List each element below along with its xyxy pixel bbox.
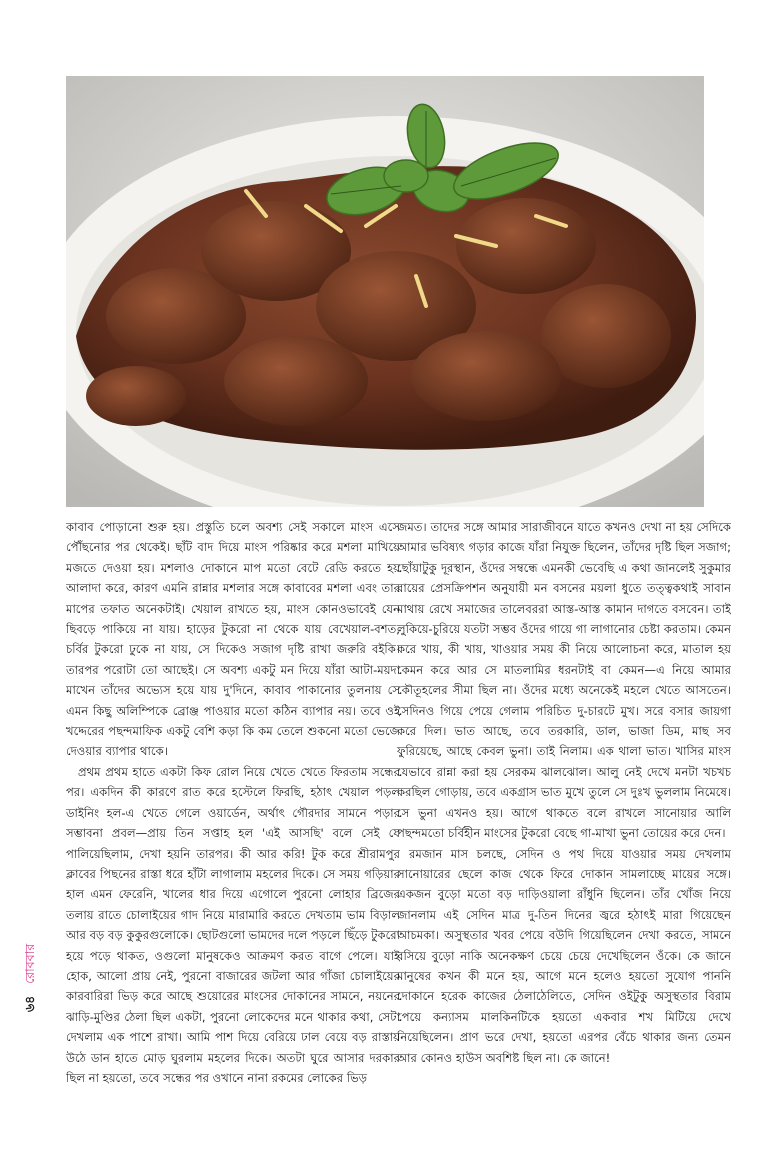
magazine-name: রোববার xyxy=(22,943,37,984)
page-folio xyxy=(22,902,40,1012)
article-column-left xyxy=(66,517,400,1097)
food-photo xyxy=(66,76,704,507)
article-column-right xyxy=(397,517,731,1097)
article-paragraph: প্রথম প্রথম হাতে একটা কিফ রোল নিয়ে খেতে খেতে ফিরতাম সন্ধের পর। একদিন কী কারণে রাত করে হস্টেলে ফিরছি, হঠাৎ খেয়াল পড়ল ডাইনিং হল-এ খেতে গেলে ওয়ার্ডেন, অর্থাৎ গৌরদার সামনে পড়ার সম্ভাবনা প্রবল—প্রায় তিন সপ্তাহ হল 'এই আসছি' বলে সেই যে পালিয়েছিলাম, দেখা হয়নি তারপর। কী আর করি! টুক করে শ্রীরামপুর ক্লাবের পিছনের রাস্তা ধরে হাঁটা লাগালাম মহলের দিকে। সে সময় গড়িয়ার হাল এমন ফেরেনি, খালের ধার দিয়ে এগোলে পুরনো লোহার ব্রিজের তলায় রাতে চোলাইয়ের গাদ নিয়ে মারামারি করতে দেখতাম ভাম বিড়াল আর বড় বড় কুকুরগুলোকে। ছোটগুলো ভামদের দলে পড়লে ছিঁড়ে টুকরো হয়ে পড়ে থাকত, ওগুলো মানুষকেও আক্রমণ করত বাগে পেলে। যাই হোক, আলো প্রায় নেই, পুরনো বাজারের জটলা আর গাঁজা চোলাইয়ের কারবারিরা ভিড় করে আছে শুয়োরের মাংসের দোকানের সামনে, নয়নের ঝাড়ি-মুণ্ডির ঠেলা ছিল একটা, পুরনো লোকেদের মনে থাকার কথা, সেটা দেখলাম এক পাশে রাখা। আমি পাশ দিয়ে বেরিয়ে ঢাল বেয়ে বড় রাস্তায় উঠে ডান হাতে মোড় ঘুরলাম মহলের দিকে। অতটা ঘুরে আসার দরকার ছিল না হয়তো, তবে সন্ধের পর ওখানে নানা রকমের লোকের ভিড় xyxy=(66,764,400,1085)
article-paragraph: কাবাব পোড়ানো শুরু হয়। প্রস্তুতি চলে অবশ্য সেই সকালে মাংস এসে পৌঁছনোর পর থেকেই। ছাঁট বাদ দিয়ে মাংস পরিষ্কার করে মশলা মাখিয়ে মজতে দেওয়া হয়। মশলাও দোকানে মাপ মতো বেটে রেডি করতে হয় আলাদা করে, কারণ এমনি রান্নার মশলার সঙ্গে কাবাবের মশলা এবং তার মাপের তফাত অনেকটাই। খেয়াল রাখতে হয়, মাংস কোনওভাবেই যেন ছিবড়ে পাকিয়ে না যায়। হাড়ের টুকরো না থেকে যায় বেখেয়াল-বশত, চর্বির টুকরো ঢুকে না যায়, সে দিকেও সজাগ দৃষ্টি রাখা জরুরি বইকি। তারপর পরোটা তো আছেই। সে অবশ্য একটু মন দিয়ে যাঁরা আটা-ময়দা মাখেন তাঁদের অভ্যেস হয়ে যায় দু'দিনে, কাবাব পাকানোর তুলনায় সে এমন কিছু অলিম্পিকে ব্রোঞ্জ পাওয়ার মতো কঠিন ব্যাপার নয়। তবে ওই খদ্দেরের পছন্দমাফিক একটু বেশি কড়া কি কম তেলে শুকনো মতো ভেজে দেওয়ার ব্যাপার থাকে। xyxy=(66,520,400,759)
curry-illustration xyxy=(66,76,704,507)
page-number: ৬৪ xyxy=(22,995,37,1012)
article-paragraph: জমত। তাদের সঙ্গে আমার সারাজীবনে যাতে কখনও দেখা না হয় সেদিকে আমার ভবিষ্যৎ গড়ার কাজে যাঁরা নিযুক্ত ছিলেন, তাঁদের দৃষ্টি ছিল সজাগ; ছোঁয়াটুকু দূরস্থান, ওঁদের সম্বন্ধে এমনকী ভেবেছি এ কথা জানলেই সুকুমার রায়ের প্রেসক্রিপশন অনুযায়ী মন বসনের ময়লা ধুতে তত্ত্বকথাই সাবান মাথায় রেখে সমাজের তালেবররা আস্ত-আস্ত কামান দাগতে বসবেন। তাই লুকিয়ে-চুরিয়ে যতটা সম্ভব ওঁদের গায়ে গা লাগানোর চেষ্টা করতাম। কেমন করে খায়, কী খায়, খাওয়ার সময় কী নিয়ে আলোচনা করে, মাতাল হয় কেমন করে আর সে মাতলামির ধরনটাই বা কেমন—এ নিয়ে আমার কৌতূহলের সীমা ছিল না। ওঁদের মধ্যে অনেকেই মহলে খেতে আসতেন। সেদিনও গিয়ে পেয়ে গেলাম পরিচিত দু-চারটে মুখ। সরে বসার জায়গা করে দিল। ভাত আছে, তবে তরকারি, ডাল, ভাজা ডিম, মাছ সব ফুরিয়েছে, আছে কেবল ভুনা। তাই নিলাম। এক থালা ভাত। খাসির মাংস যেভাবে রান্না করা হয় সেরকম ঝালঝোল। আলু নেই দেখে মনটা খচখচ করছিল গোড়ায়, তবে একগ্রাস ভাত মুখে তুলে সে দুঃখ ভুললাম নিমেষে। সে ভুনা এখনও হয়। আগে থাকতে বলে রাখলে সানোয়ার আলি পছন্দমতো চর্বিহীন মাংসের টুকরো বেছে গা-মাখা ভুনা তোয়ের করে দেন। xyxy=(397,520,731,841)
article-paragraph: রমজান মাস চলছে, সেদিন ও পথ দিয়ে যাওয়ার সময় দেখলাম সানোয়ারের ছেলে কাজ থেকে ফিরে দোকান সামলাচ্ছে মায়ের সঙ্গে। একজন বুড়ো মতো বড় দাড়িওয়ালা রাঁধুনি ছিলেন। তাঁর খোঁজ নিয়ে জানলাম এই সেদিন মাত্র দু-তিন দিনের জ্বরে হঠাৎই মারা গিয়েছেন আচমকা। অসুস্থতার খবর পেয়ে বউদি গিয়েছিলেন দেখা করতে, সামনে বসিয়ে বুড়ো নাকি অনেকক্ষণ চেয়ে চেয়ে দেখেছিলেন ওঁকে। কে জানে মানুষের কখন কী মনে হয়, আগে মনে হলেও হয়তো সুযোগ পাননি দোকানে হরেক কাজের ঠেলাঠেলিতে, সেদিন ওইটুকু অসুস্থতার বিরাম পেয়ে কন্যাসম মালকিনটিকে হয়তো একবার শখ মিটিয়ে দেখে নিয়েছিলেন। প্রাণ ভরে দেখা, হয়তো এরপর বেঁচে থাকার জন্য তেমন আর কোনও হাউস অবশিষ্ট ছিল না। কে জানে! xyxy=(397,846,731,1065)
